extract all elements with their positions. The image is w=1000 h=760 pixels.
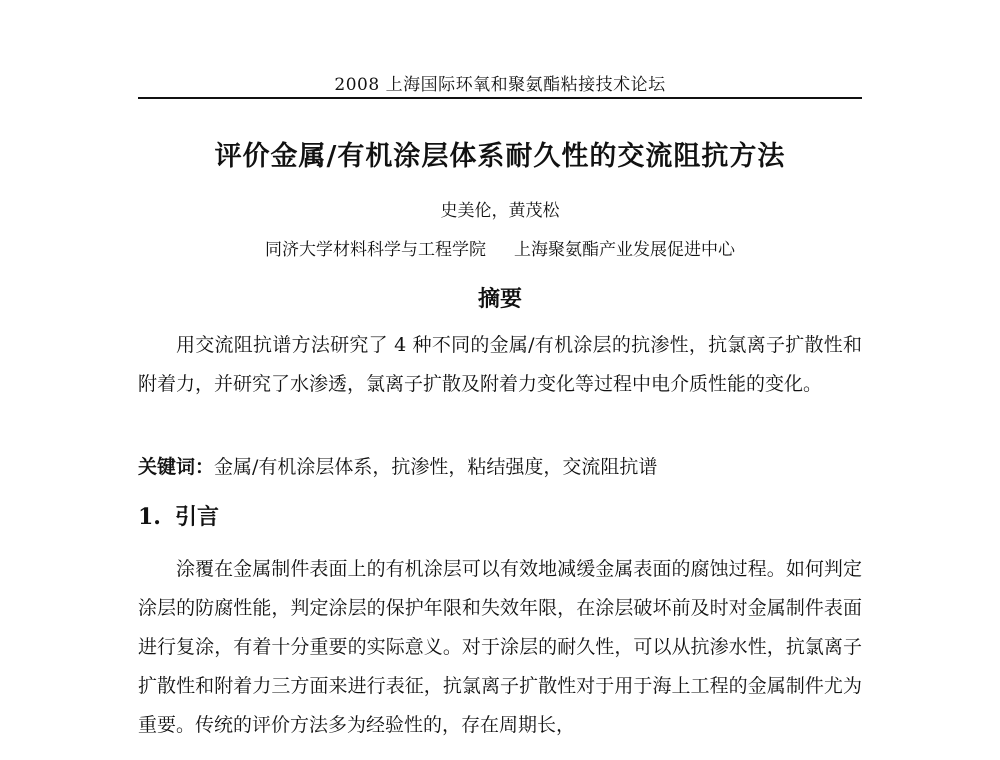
authors: 史美伦，黄茂松 <box>440 201 560 221</box>
keywords-text: 金属/有机涂层体系，抗渗性，粘结强度，交流阻抗谱 <box>214 456 658 478</box>
affiliation-2: 上海聚氨酯产业发展促进中心 <box>514 240 735 260</box>
running-header: 2008 上海国际环氧和聚氨酯粘接技术论坛 <box>334 75 666 95</box>
affiliations <box>138 235 862 260</box>
affiliation-1: 同济大学材料科学与工程学院 <box>265 240 486 260</box>
introduction-body: 涂覆在金属制件表面上的有机涂层可以有效地减缓金属表面的腐蚀过程。如何判定涂层的防腐性能，判定涂层的保护年限和失效年限，在涂层破坏前及时对金属制件表面进行复涂，有着十分重要的实际意义。对于涂层的耐久性，可以从抗渗水性，抗氯离子扩散性和附着力三方面来进行表征，抗氯离子扩散性对于用于海上工程的金属制件尤为重要。传统的评价方法多为经验性的，存在周期长， <box>138 558 862 736</box>
section-heading-introduction <box>138 500 862 531</box>
header-rule <box>138 97 862 99</box>
section-title: 引言 <box>174 504 219 530</box>
keywords <box>138 452 862 479</box>
abstract-body: 用交流阻抗谱方法研究了 4 种不同的金属/有机涂层的抗渗性，抗氯离子扩散性和附着力，并研究了水渗透，氯离子扩散及附着力变化等过程中电介质性能的变化。 <box>138 334 862 395</box>
paper-title: 评价金属/有机涂层体系耐久性的交流阻抗方法 <box>214 141 786 172</box>
section-number: 1. <box>138 504 161 530</box>
abstract-heading: 摘要 <box>477 286 522 312</box>
keywords-label: 关键词： <box>138 456 215 478</box>
